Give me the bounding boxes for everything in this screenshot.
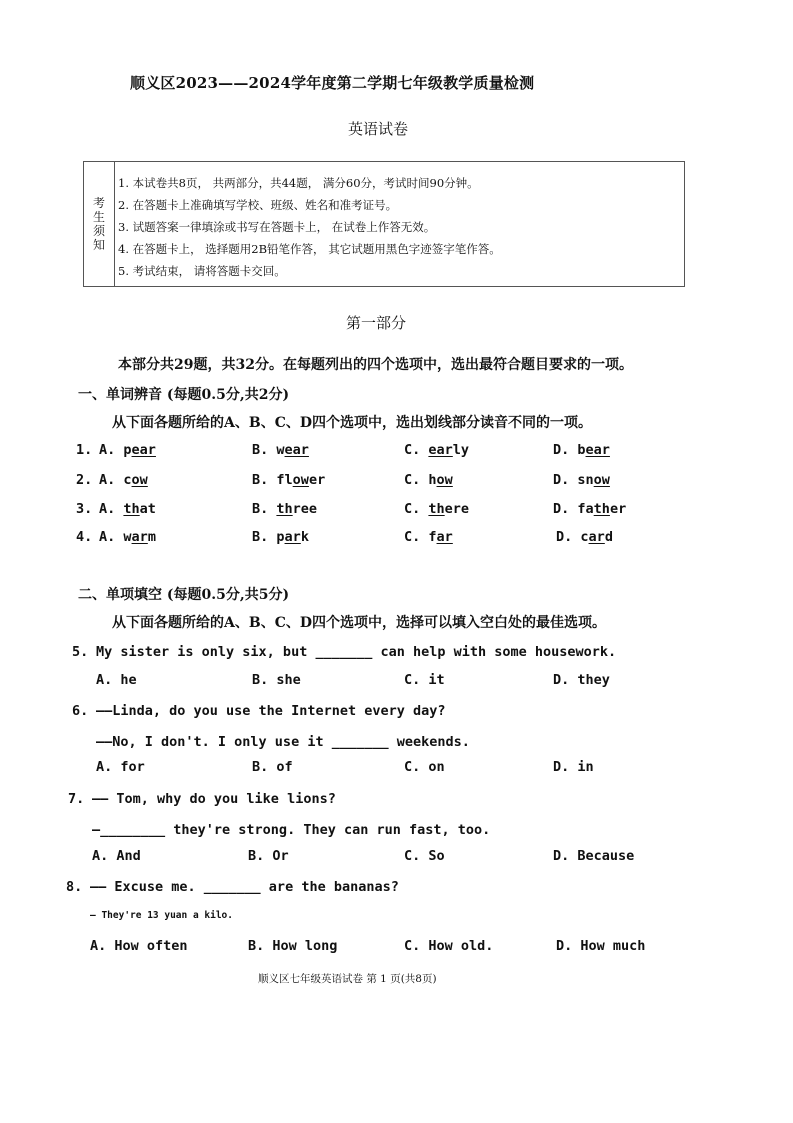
word-part: m [147,529,156,545]
underlined-part: ear [131,442,156,458]
word-part: p [276,529,285,545]
notice-label [84,162,115,286]
word-part: w [276,442,285,458]
option-letter: D. [553,472,570,488]
option-b [252,472,325,488]
option-letter: C. [404,501,421,517]
underlined-part: ear [428,442,453,458]
underlined-part: ar [588,529,605,545]
word-part: er [609,501,627,517]
question-line: ——Linda, do you use the Internet every day? [96,703,446,719]
option-c: C. How old. [404,938,494,954]
word-part: c [123,472,132,488]
word-part: p [123,442,132,458]
word-part: h [428,472,437,488]
notice-label-char: 生 [92,210,105,224]
notice-item: 4. 在答题卡上， 选择题用2B铅笔作答， 其它试题用黑色字迹签字笔作答。 [118,242,501,256]
option-b: B. she [252,672,301,688]
question-line: —________ they're strong. They can run fast, too. [92,822,491,838]
question-number: 8. [66,879,83,895]
option-c [404,529,453,545]
option-letter: D. [556,529,573,545]
word-part: b [577,442,586,458]
word-part: fa [577,501,594,517]
option-b [252,501,317,517]
option-b: B. of [252,759,293,775]
section-heading: 一、单词辨音 (每题0.5分,共2分) [78,387,290,403]
question-line: —— Tom, why do you like lions? [92,791,336,807]
question-number: 2. [76,472,93,488]
option-c: C. So [404,848,445,864]
page-footer: 顺义区七年级英语试卷 第 1 页(共8页) [258,973,437,985]
option-a: A. And [92,848,141,864]
underlined-part: ear [585,442,610,458]
option-a [99,501,156,517]
underlined-part: th [428,501,445,517]
option-b [252,442,309,458]
section-instruction: 从下面各题所给的A、B、C、D四个选项中，选择可以填入空白处的最佳选项。 [112,615,606,631]
word-part: at [139,501,156,517]
question-text: My sister is only six, but _______ can help with some housework. [96,644,617,660]
option-c [404,501,469,517]
word-part: w [123,529,132,545]
notice-item: 2. 在答题卡上准确填写学校、班级、姓名和准考证号。 [118,198,398,212]
section-instruction: 从下面各题所给的A、B、C、D四个选项中，选出划线部分读音不同的一项。 [112,415,592,431]
question-number: 5. [72,644,89,660]
word-part: fl [276,472,293,488]
notice-box [83,161,685,287]
underlined-part: ar [131,529,148,545]
option-d [553,472,610,488]
option-d: D. How much [556,938,646,954]
underlined-part: th [593,501,610,517]
option-letter: B. [252,529,269,545]
option-letter: D. [553,442,570,458]
option-a [99,472,148,488]
option-a: A. he [96,672,137,688]
underlined-part: ow [131,472,148,488]
notice-item: 3. 试题答案一律填涂或书写在答题卡上， 在试卷上作答无效。 [118,220,436,234]
notice-label-char: 考 [92,196,105,210]
question-number: 7. [68,791,85,807]
option-letter: B. [252,442,269,458]
option-c: C. it [404,672,445,688]
option-a: A. How often [90,938,188,954]
option-letter: D. [553,501,570,517]
word-part: sn [577,472,594,488]
underlined-part: ow [292,472,309,488]
underlined-part: ar [436,529,453,545]
option-c: C. on [404,759,445,775]
option-d: D. Because [553,848,635,864]
option-d: D. in [553,759,594,775]
word-part: er [308,472,326,488]
option-c [404,472,453,488]
option-letter: C. [404,442,421,458]
word-part: ere [444,501,470,517]
option-letter: B. [252,472,269,488]
option-letter: C. [404,472,421,488]
option-b: B. Or [248,848,289,864]
part-intro: 本部分共29题，共32分。在每题列出的四个选项中，选出最符合题目要求的一项。 [118,357,633,373]
option-letter: C. [404,529,421,545]
question-line: ——No, I don't. I only use it _______ weekends. [96,734,470,750]
option-d [553,501,626,517]
notice-items [115,172,684,282]
underlined-part: ar [284,529,301,545]
option-d: D. they [553,672,610,688]
option-letter: A. [99,442,116,458]
part-title: 第一部分 [346,314,407,332]
option-a: A. for [96,759,145,775]
option-a [99,442,156,458]
option-letter: B. [252,501,269,517]
underlined-part: th [123,501,140,517]
option-a [99,529,156,545]
option-b [252,529,309,545]
word-part: ree [292,501,318,517]
notice-label-char: 知 [92,238,105,252]
word-part: k [300,529,309,545]
notice-item: 5. 考试结束， 请将答题卡交回。 [118,264,286,278]
question-line: —— Excuse me. _______ are the bananas? [90,879,399,895]
underlined-part: ow [436,472,453,488]
underlined-part: ow [593,472,610,488]
section-heading: 二、单项填空 (每题0.5分,共5分) [78,587,290,603]
exam-subtitle: 英语试卷 [348,120,409,138]
underlined-part: ear [284,442,309,458]
question-number: 1. [76,442,93,458]
notice-item: 1. 本试卷共8页， 共两部分，共44题， 满分60分，考试时间90分钟。 [118,176,479,190]
word-part: ly [452,442,470,458]
word-part: c [580,529,589,545]
option-letter: A. [99,529,116,545]
question-number: 6. [72,703,89,719]
question-number: 4. [76,529,93,545]
option-letter: A. [99,501,116,517]
question-line: — They're 13 yuan a kilo. [90,910,233,921]
option-d [553,442,610,458]
option-d [556,529,613,545]
word-part: f [428,529,437,545]
notice-label-char: 须 [92,224,105,238]
option-letter: A. [99,472,116,488]
word-part: d [604,529,613,545]
underlined-part: th [276,501,293,517]
question-number: 3. [76,501,93,517]
option-b: B. How long [248,938,338,954]
exam-title: 顺义区2023——2024学年度第二学期七年级教学质量检测 [130,74,535,92]
option-c [404,442,469,458]
